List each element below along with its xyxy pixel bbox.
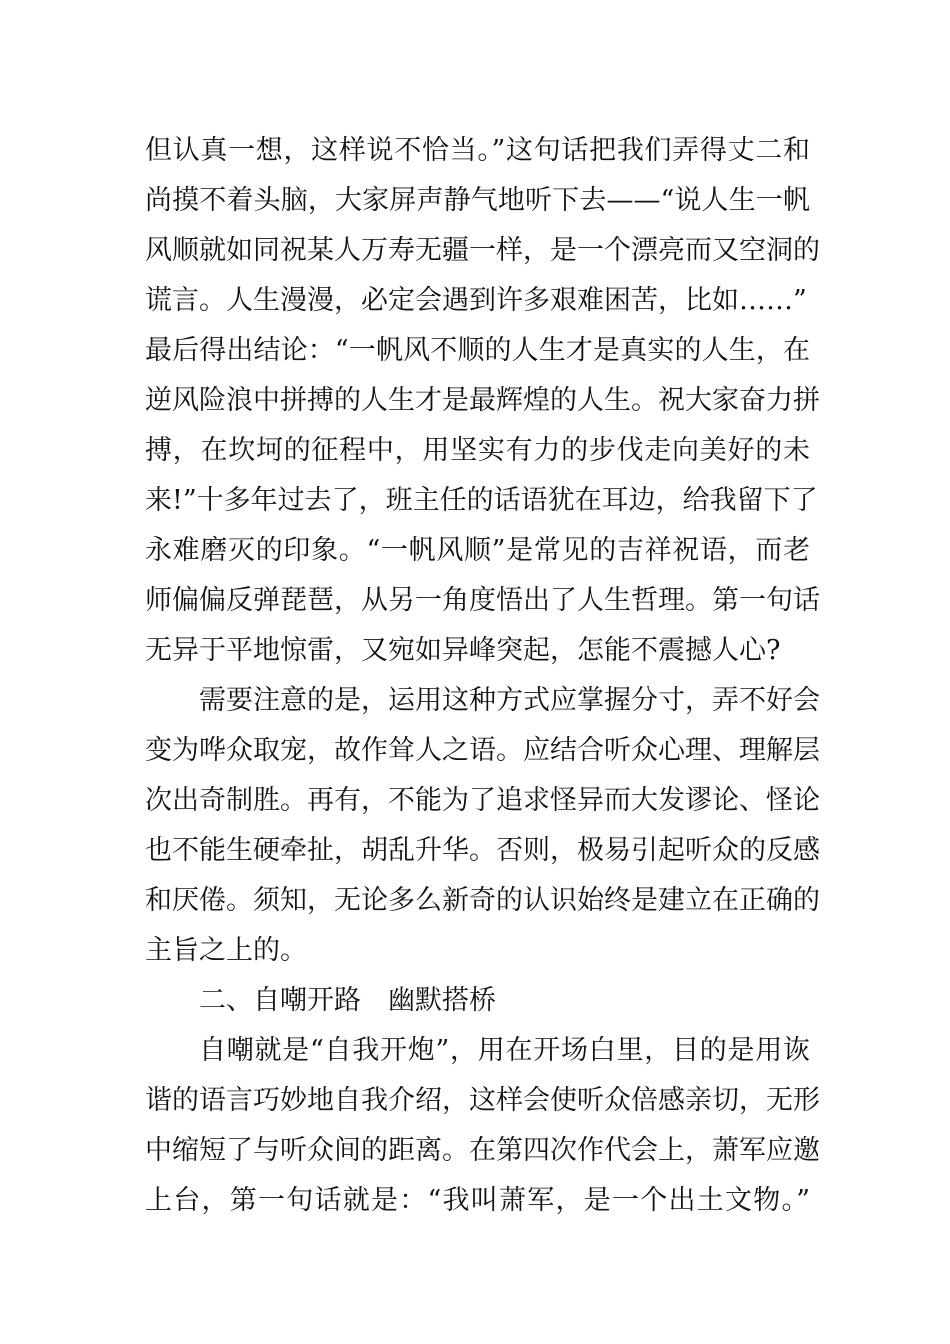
text-line: 但认真一想，这样说不恰当。”这句话把我们弄得丈二和: [145, 135, 810, 166]
text-line: 和厌倦。须知，无论多么新奇的认识始终是建立在正确的: [145, 885, 820, 916]
text-line: 次出奇制胜。再有，不能为了追求怪异而大发谬论、怪论: [145, 785, 820, 816]
text-line: 尚摸不着头脑，大家屏声静气地听下去——“说人生一帆: [145, 185, 810, 216]
text-line: 无异于平地惊雷，又宛如异峰突起，怎能不震撼人心?: [145, 635, 781, 666]
text-line: 风顺就如同祝某人万寿无疆一样，是一个漂亮而又空洞的: [145, 235, 820, 266]
text-line: 变为哗众取宠，故作耸人之语。应结合听众心理、理解层: [145, 735, 820, 766]
text-line: 上台，第一句话就是：“我叫萧军，是一个出土文物。”: [145, 1185, 810, 1216]
text-line: 逆风险浪中拼搏的人生才是最辉煌的人生。祝大家奋力拼: [145, 385, 820, 416]
text-line: 永难磨灭的印象。“一帆风顺”是常见的吉祥祝语，而老: [145, 535, 810, 566]
body-text: [145, 126, 820, 1226]
text-line: 师偏偏反弹琵琶，从另一角度悟出了人生哲理。第一句话: [145, 585, 820, 616]
text-line: 谐的语言巧妙地自我介绍，这样会使听众倍感亲切，无形: [145, 1085, 820, 1116]
paragraph-first-line: 自嘲就是“自我开炮”，用在开场白里，目的是用诙: [199, 1035, 810, 1066]
text-line: 最后得出结论：“一帆风不顺的人生才是真实的人生，在: [145, 335, 810, 366]
paragraph-first-line: 二、自嘲开路 幽默搭桥: [199, 985, 496, 1016]
text-line: 中缩短了与听众间的距离。在第四次作代会上，萧军应邀: [145, 1135, 820, 1166]
text-line: 也不能生硬牵扯，胡乱升华。否则，极易引起听众的反感: [145, 835, 820, 866]
text-line: 谎言。人生漫漫，必定会遇到许多艰难困苦，比如……”: [145, 285, 807, 316]
text-line: 搏，在坎坷的征程中，用坚实有力的步伐走向美好的未: [145, 435, 810, 466]
text-line: 来!”十多年过去了，班主任的话语犹在耳边，给我留下了: [145, 485, 818, 516]
paragraph-first-line: 需要注意的是，运用这种方式应掌握分寸，弄不好会: [199, 685, 820, 716]
text-line: 主旨之上的。: [145, 935, 307, 966]
